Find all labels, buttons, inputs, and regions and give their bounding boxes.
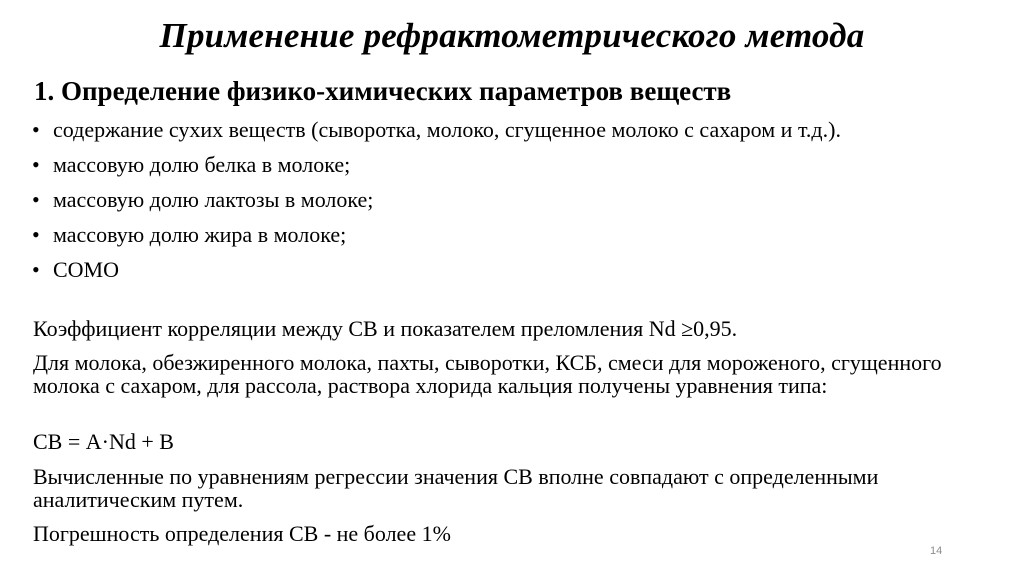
- list-item: [32, 258, 1002, 281]
- bullet-marker: •: [32, 117, 40, 142]
- error-paragraph: Погрешность определения СВ - не более 1%: [33, 521, 451, 546]
- list-item: [32, 118, 1002, 141]
- bullet-marker: •: [32, 222, 40, 247]
- list-item: [32, 188, 1002, 211]
- equations-paragraph: Для молока, обезжиренного молока, пахты, сыворотки, КСБ, смеси для мороженого, сгущенного молока с сахаром, для рассола, раствора хлорида кальция получены уравнения типа:: [33, 350, 942, 398]
- list-item-text: массовую долю белка в молоке;: [53, 152, 351, 177]
- list-item-text: содержание сухих веществ (сыворотка, молоко, сгущенное молоко с сахаром и т.д.).: [53, 117, 841, 142]
- page-number: 14: [930, 545, 943, 557]
- bullet-marker: •: [32, 152, 40, 177]
- section-heading: 1. Определение физико-химических параметров веществ: [34, 76, 732, 106]
- list-item-text: массовую долю жира в молоке;: [53, 222, 347, 247]
- list-item: [32, 223, 1002, 246]
- regression-paragraph: Вычисленные по уравнениям регрессии значения СВ вполне совпадают с определенными аналитическим путем.: [33, 464, 879, 512]
- bullet-marker: •: [32, 257, 40, 282]
- formula-line: СВ = А·Nd + В: [33, 429, 174, 454]
- list-item-text: массовую долю лактозы в молоке;: [53, 187, 374, 212]
- correlation-paragraph: Коэффициент корреляции между СВ и показателем преломления Nd ≥0,95.: [33, 316, 738, 341]
- slide-title: Применение рефрактометрического метода: [159, 16, 865, 55]
- list-item: [32, 153, 1002, 176]
- bullet-marker: •: [32, 187, 40, 212]
- bullet-list: [32, 118, 1002, 293]
- list-item-text: СОМО: [53, 257, 120, 282]
